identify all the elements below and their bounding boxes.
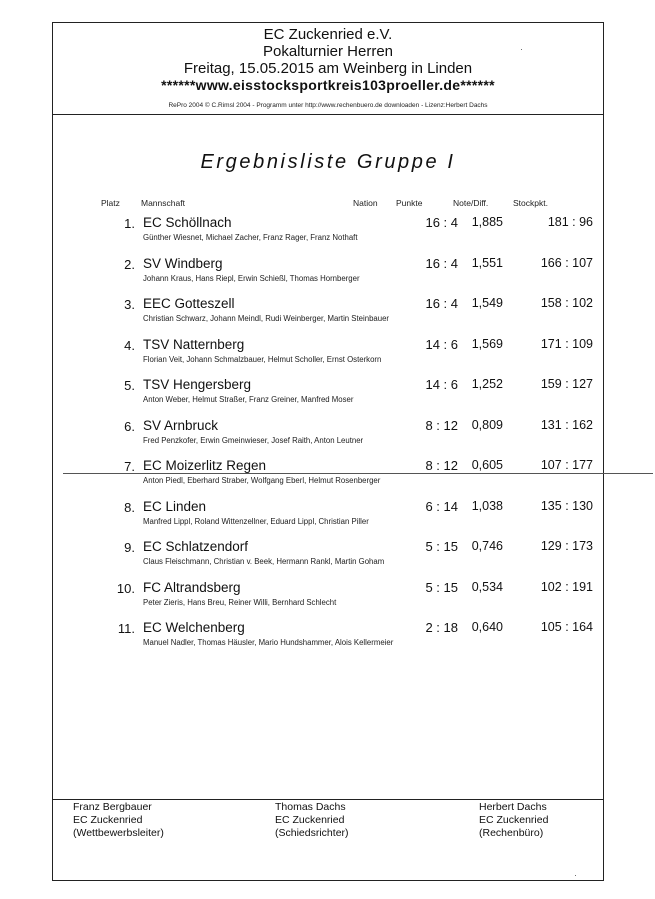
team-name: SV Arnbruck: [143, 417, 219, 433]
stock-points: 159 : 127: [540, 377, 593, 391]
signature-referee: [275, 801, 349, 840]
table-row: [53, 254, 603, 292]
rank: 4.: [124, 337, 135, 353]
col-nation: Nation: [353, 198, 378, 208]
rank: 2.: [124, 256, 135, 272]
col-note: Note/Diff.: [453, 198, 489, 208]
event-name: Pokalturnier Herren: [262, 43, 394, 60]
points: 8 : 12: [425, 458, 458, 473]
signature-name: Thomas Dachs: [275, 801, 346, 813]
stock-points: 105 : 164: [540, 620, 593, 634]
signature-club: EC Zuckenried: [479, 814, 549, 826]
points: 5 : 15: [425, 539, 458, 554]
team-name: EC Linden: [143, 498, 207, 514]
signature-role: (Wettbewerbsleiter): [73, 827, 164, 839]
note-diff: 0,605: [471, 458, 503, 472]
note-diff: 1,569: [471, 336, 503, 351]
points: 8 : 12: [425, 417, 458, 433]
player-names: Claus Fleischmann, Christian v. Beek, Hermann Rankl, Martin Goham: [143, 557, 385, 566]
club-name: EC Zuckenried e.V.: [263, 26, 393, 43]
note-diff: 0,640: [471, 620, 503, 634]
points: 6 : 14: [425, 498, 458, 514]
table-row: [53, 578, 603, 616]
rank: 3.: [124, 297, 135, 312]
player-names: Christian Schwarz, Johann Meindl, Rudi Weinberger, Martin Steinbauer: [143, 314, 390, 323]
results-sheet: [52, 22, 604, 881]
team-name: SV Windberg: [143, 255, 223, 271]
signature-name: Herbert Dachs: [479, 801, 547, 813]
signature-club: EC Zuckenried: [73, 814, 143, 826]
col-mannschaft: Mannschaft: [141, 198, 185, 208]
points: 14 : 6: [425, 377, 458, 392]
table-row: [53, 335, 603, 373]
team-name: TSV Natternberg: [143, 336, 245, 352]
scan-speck: ·: [574, 870, 577, 880]
col-punkte: Punkte: [396, 198, 423, 208]
col-platz: Platz: [101, 198, 120, 208]
stock-points: 135 : 130: [540, 498, 593, 513]
team-name: EEC Gotteszell: [143, 296, 235, 311]
stock-points: 131 : 162: [540, 417, 593, 432]
website-url: ******www.eisstocksportkreis103proeller.de******: [161, 77, 495, 93]
signature-scoring-office: [479, 801, 548, 840]
rank: 10.: [116, 580, 135, 596]
col-stockpkt: Stockpkt.: [513, 198, 548, 208]
note-diff: 1,549: [471, 296, 503, 310]
rank: 5.: [124, 378, 135, 393]
team-name: EC Moizerlitz Regen: [143, 458, 267, 473]
player-names: Manuel Nadler, Thomas Häusler, Mario Hundshammer, Alois Kellermeier: [143, 638, 394, 647]
signature-role: (Rechenbüro): [479, 827, 544, 839]
table-row: [53, 416, 603, 454]
header-box: [53, 23, 603, 115]
stock-points: 171 : 109: [540, 336, 593, 351]
rank: 1.: [124, 216, 135, 231]
rank: 7.: [124, 459, 135, 474]
stock-points: 166 : 107: [540, 255, 593, 270]
table-row: [53, 213, 603, 251]
signature-divider: [53, 799, 603, 800]
player-names: Johann Kraus, Hans Riepl, Erwin Schießl, Thomas Hornberger: [143, 273, 360, 283]
stock-points: 129 : 173: [540, 539, 593, 553]
table-row: [53, 537, 603, 575]
table-row: [53, 497, 603, 535]
stock-points: 102 : 191: [540, 579, 593, 594]
rank: 6.: [124, 418, 135, 434]
note-diff: 1,038: [471, 498, 503, 513]
rank: 11.: [117, 621, 135, 636]
note-diff: 1,252: [471, 377, 503, 391]
player-names: Peter Zieris, Hans Breu, Reiner Willi, Bernhard Schlecht: [143, 597, 337, 607]
stock-points: 158 : 102: [540, 296, 593, 310]
player-names: Anton Piedl, Eberhard Straber, Wolfgang Eberl, Helmut Rosenberger: [143, 476, 381, 485]
player-names: Manfred Lippl, Roland Wittenzellner, Eduard Lippl, Christian Piller: [143, 516, 369, 526]
team-name: FC Altrandsberg: [143, 579, 241, 595]
team-name: TSV Hengersberg: [143, 377, 252, 392]
player-names: Fred Penzkofer, Erwin Gmeinwieser, Josef Raith, Anton Leutner: [143, 435, 364, 445]
note-diff: 1,885: [471, 215, 503, 229]
player-names: Günther Wiesnet, Michael Zacher, Franz Rager, Franz Nothaft: [143, 233, 358, 242]
signature-competition-manager: [73, 801, 164, 840]
table-row: [53, 456, 603, 494]
event-date: Freitag, 15.05.2015 am Weinberg in Linden: [183, 60, 473, 77]
scan-speck: ·: [520, 44, 523, 54]
signature-club: EC Zuckenried: [275, 814, 345, 826]
rank: 9.: [124, 540, 135, 555]
rank: 8.: [124, 499, 135, 515]
points: 16 : 4: [425, 255, 458, 271]
scan-line: [63, 473, 653, 474]
list-title: Ergebnisliste Gruppe I: [200, 151, 456, 173]
note-diff: 0,809: [471, 417, 503, 432]
stock-points: 181 : 96: [547, 215, 593, 229]
table-row: [53, 294, 603, 332]
team-name: EC Welchenberg: [143, 620, 245, 635]
points: 16 : 4: [425, 215, 458, 230]
team-name: EC Schlatzendorf: [143, 539, 249, 554]
table-row: [53, 618, 603, 656]
points: 16 : 4: [425, 296, 458, 311]
table-row: [53, 375, 603, 413]
stock-points: 107 : 177: [540, 458, 593, 472]
points: 14 : 6: [425, 336, 458, 352]
software-credit: RePro 2004 © C.Rimsl 2004 - Programm unter http://www.rechenbuero.de downloaden - Lizenz:Herbert Dachs: [168, 102, 488, 109]
player-names: Anton Weber, Helmut Straßer, Franz Greiner, Manfred Moser: [143, 395, 354, 404]
points: 2 : 18: [425, 620, 458, 635]
note-diff: 1,551: [471, 255, 503, 270]
note-diff: 0,534: [471, 579, 503, 594]
note-diff: 0,746: [471, 539, 503, 553]
player-names: Florian Veit, Johann Schmalzbauer, Helmut Scholler, Ernst Osterkorn: [143, 354, 382, 364]
signature-role: (Schiedsrichter): [275, 827, 349, 839]
signature-name: Franz Bergbauer: [73, 801, 152, 813]
points: 5 : 15: [425, 579, 458, 595]
team-name: EC Schöllnach: [143, 215, 232, 230]
